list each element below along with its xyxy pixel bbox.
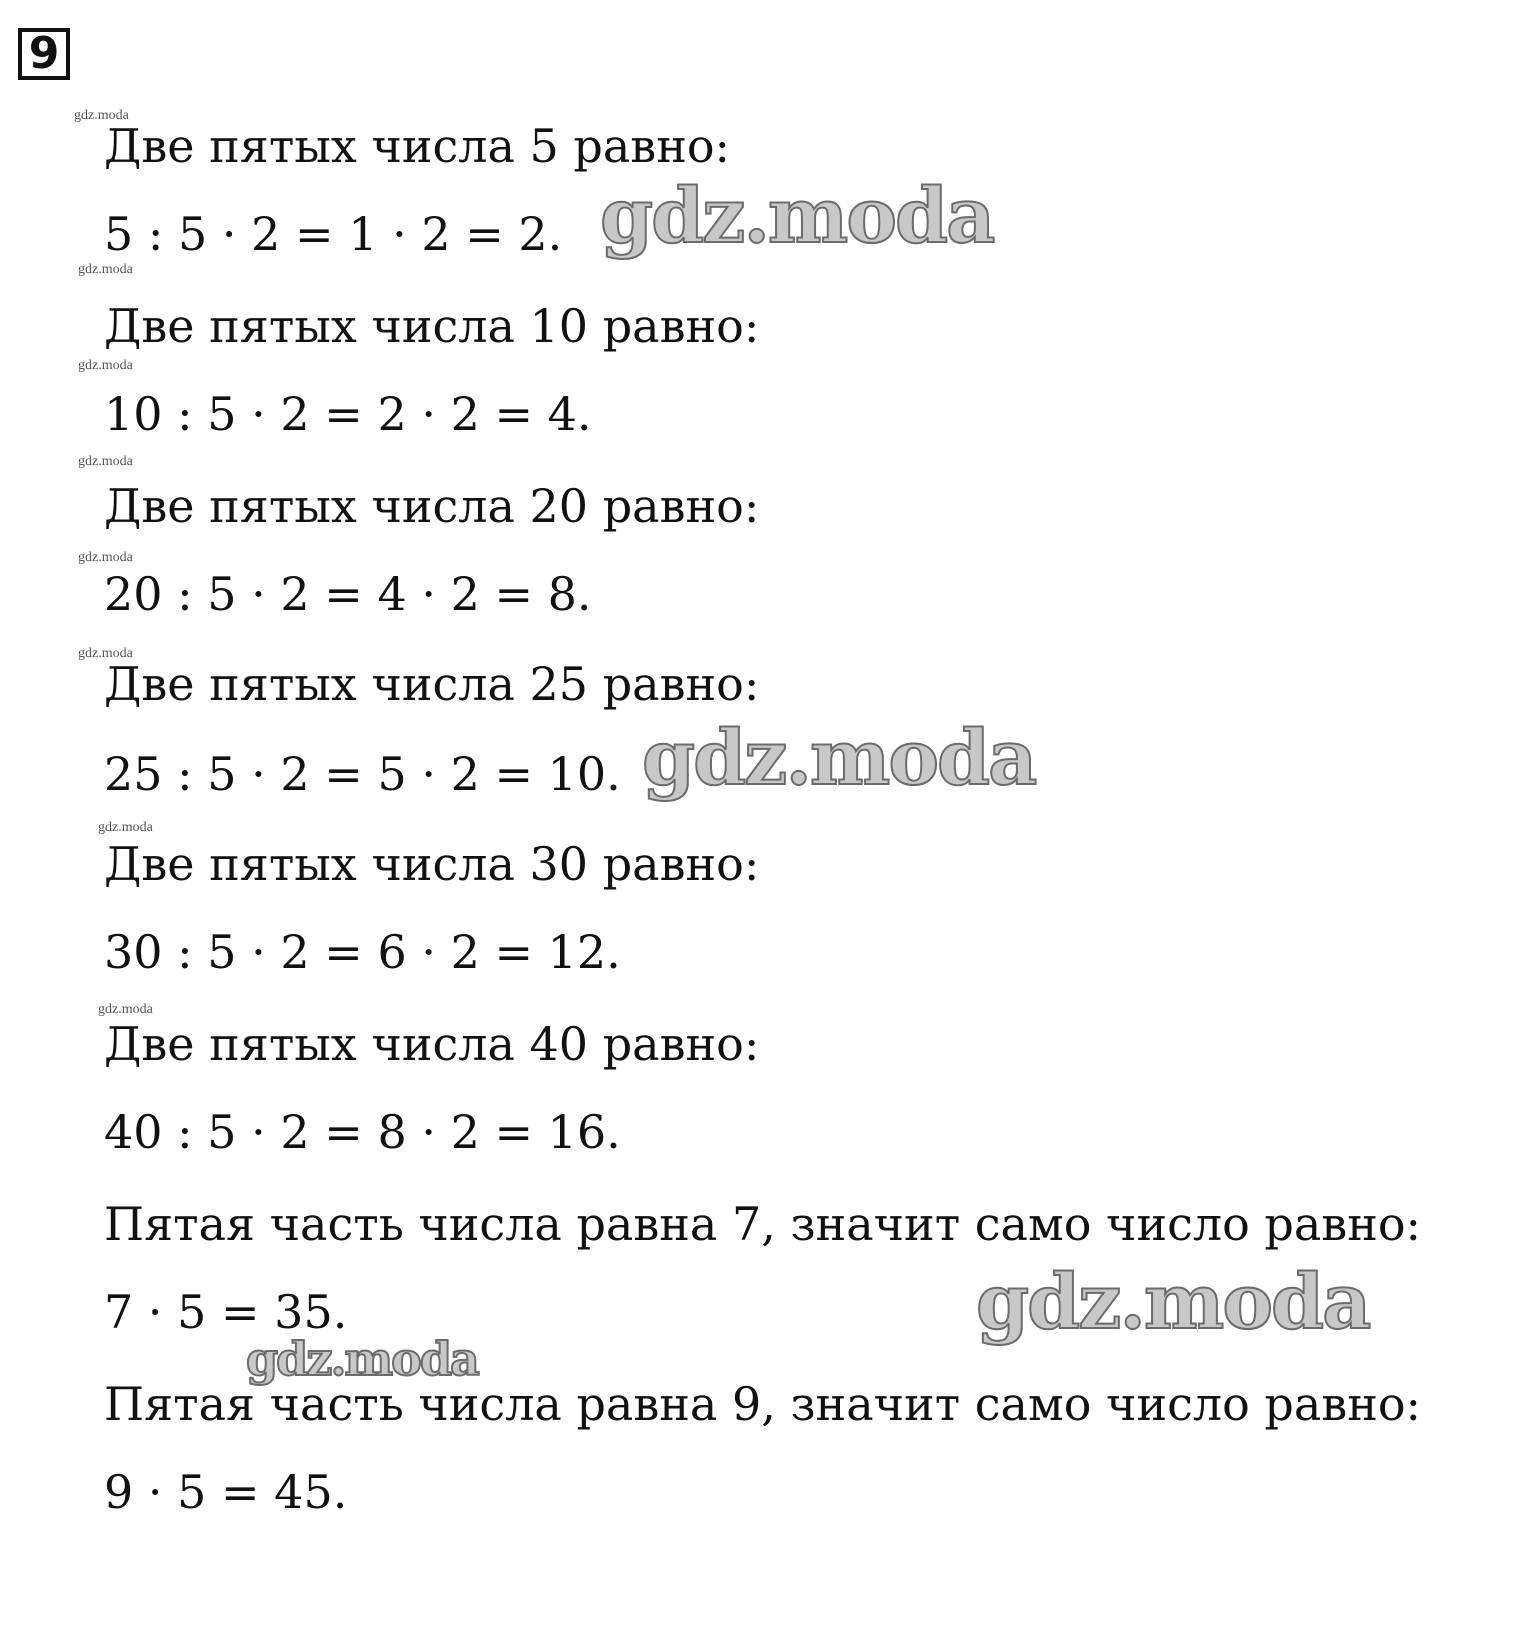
watermark-small: gdz.moda — [74, 108, 129, 123]
watermark-small: gdz.moda — [78, 358, 133, 373]
solution-line: Две пятых числа 30 равно: — [104, 837, 760, 891]
watermark-large: gdz.moda — [642, 713, 1036, 802]
watermark-large: gdz.moda — [600, 171, 994, 260]
solution-line: Две пятых числа 40 равно: — [104, 1017, 760, 1071]
watermark-small: gdz.moda — [98, 820, 153, 835]
watermark-large: gdz.moda — [976, 1257, 1370, 1346]
solution-line: 5 : 5 · 2 = 1 · 2 = 2. — [104, 207, 563, 261]
solution-line: Две пятых числа 20 равно: — [104, 479, 760, 533]
watermark-medium: gdz.moda — [246, 1332, 478, 1386]
solution-line: 10 : 5 · 2 = 2 · 2 = 4. — [104, 387, 592, 441]
solution-line: Пятая часть числа равна 9, значит само число равно: — [104, 1377, 1422, 1431]
solution-line: 7 · 5 = 35. — [104, 1285, 348, 1339]
solution-line: Пятая часть числа равна 7, значит само число равно: — [104, 1197, 1422, 1251]
watermark-small: gdz.moda — [78, 550, 133, 565]
solution-line: 20 : 5 · 2 = 4 · 2 = 8. — [104, 567, 592, 621]
solution-line: Две пятых числа 10 равно: — [104, 299, 760, 353]
solution-line: 9 · 5 = 45. — [104, 1465, 348, 1519]
watermark-small: gdz.moda — [78, 454, 133, 469]
solution-line: Две пятых числа 5 равно: — [104, 119, 731, 173]
watermark-small: gdz.moda — [98, 1002, 153, 1017]
solution-line: 30 : 5 · 2 = 6 · 2 = 12. — [104, 925, 621, 979]
solution-line: 40 : 5 · 2 = 8 · 2 = 16. — [104, 1105, 621, 1159]
watermark-small: gdz.moda — [78, 262, 133, 277]
solution-line: Две пятых числа 25 равно: — [104, 657, 760, 711]
task-number-box: 9 — [18, 28, 70, 80]
watermark-small: gdz.moda — [78, 646, 133, 661]
solution-line: 25 : 5 · 2 = 5 · 2 = 10. — [104, 747, 621, 801]
